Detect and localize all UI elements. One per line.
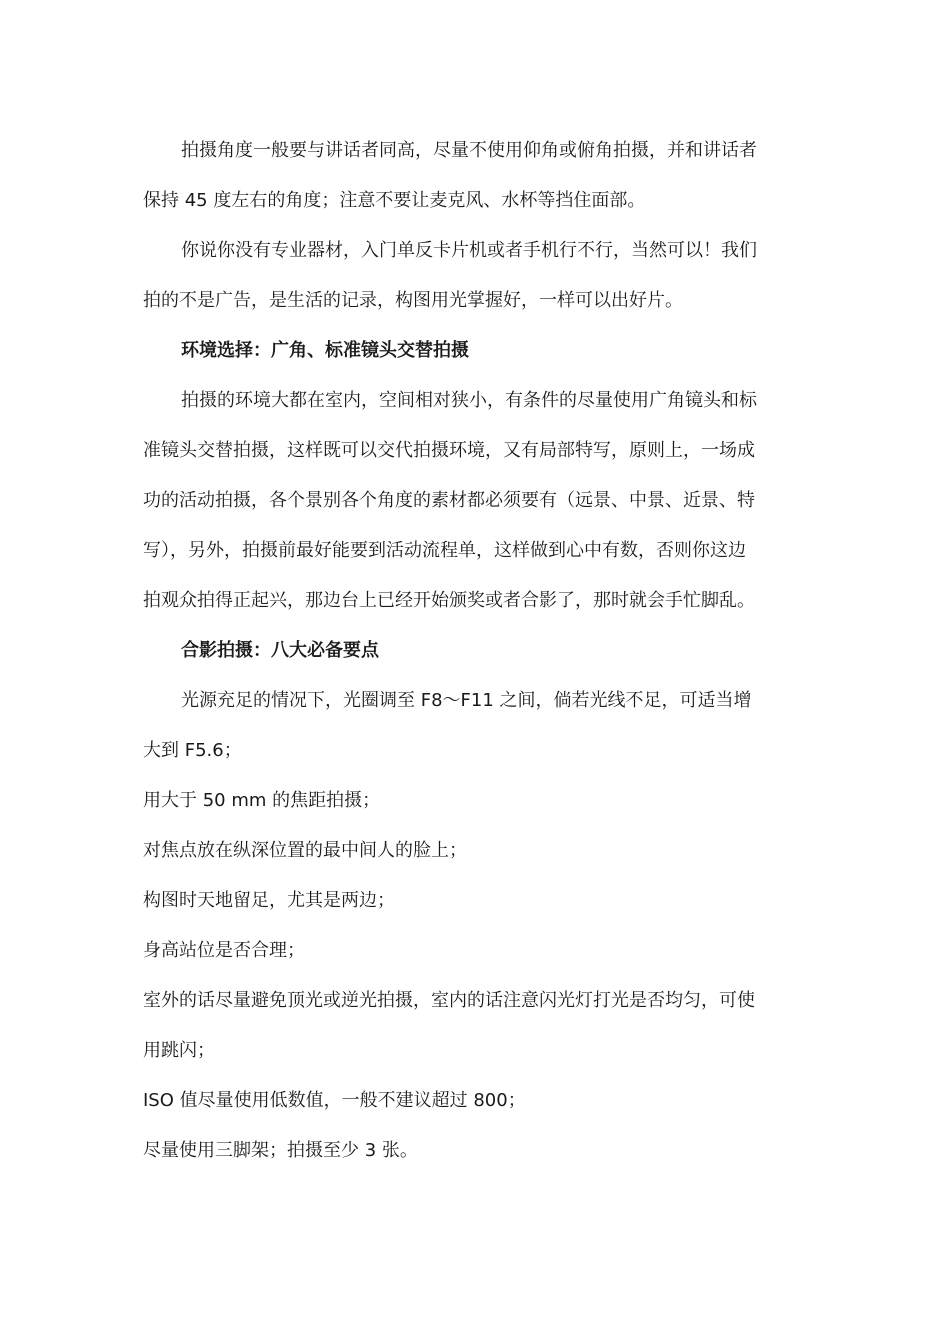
section-heading-group-photo: 合影拍摄：八大必备要点 bbox=[181, 640, 379, 661]
list-item: 室外的话尽量避免顶光或逆光拍摄，室内的话注意闪光灯打光是否均匀，可使 bbox=[143, 990, 755, 1011]
paragraph-line: 保持 45 度左右的角度；注意不要让麦克风、水杯等挡住面部。 bbox=[143, 190, 646, 211]
paragraph-line: 写），另外，拍摄前最好能要到活动流程单，这样做到心中有数，否则你这边 bbox=[143, 540, 746, 561]
list-item: 用大于 50 mm 的焦距拍摄； bbox=[143, 790, 381, 811]
list-item: 构图时天地留足，尤其是两边； bbox=[143, 890, 395, 911]
list-item: ISO 值尽量使用低数值，一般不建议超过 800； bbox=[143, 1090, 526, 1111]
list-item: 尽量使用三脚架；拍摄至少 3 张。 bbox=[143, 1140, 418, 1161]
paragraph-line: 拍的不是广告，是生活的记录，构图用光掌握好，一样可以出好片。 bbox=[143, 290, 683, 311]
paragraph-line: 拍摄角度一般要与讲话者同高，尽量不使用仰角或俯角拍摄，并和讲话者 bbox=[181, 140, 757, 161]
list-item: 身高站位是否合理； bbox=[143, 940, 305, 961]
paragraph-line: 拍观众拍得正起兴，那边台上已经开始颁奖或者合影了，那时就会手忙脚乱。 bbox=[143, 590, 755, 611]
paragraph-line: 功的活动拍摄，各个景别各个角度的素材都必须要有（远景、中景、近景、特 bbox=[143, 490, 755, 511]
paragraph-line: 你说你没有专业器材，入门单反卡片机或者手机行不行，当然可以！我们 bbox=[181, 240, 757, 261]
list-item: 用跳闪； bbox=[143, 1040, 215, 1061]
paragraph-line: 准镜头交替拍摄，这样既可以交代拍摄环境，又有局部特写，原则上，一场成 bbox=[143, 440, 755, 461]
paragraph-line: 拍摄的环境大都在室内，空间相对狭小，有条件的尽量使用广角镜头和标 bbox=[181, 390, 757, 411]
list-item: 对焦点放在纵深位置的最中间人的脸上； bbox=[143, 840, 467, 861]
section-heading-environment: 环境选择：广角、标准镜头交替拍摄 bbox=[181, 340, 469, 361]
paragraph-line: 大到 F5.6； bbox=[143, 740, 242, 761]
paragraph-line: 光源充足的情况下，光圈调至 F8～F11 之间，倘若光线不足，可适当增 bbox=[181, 690, 752, 711]
